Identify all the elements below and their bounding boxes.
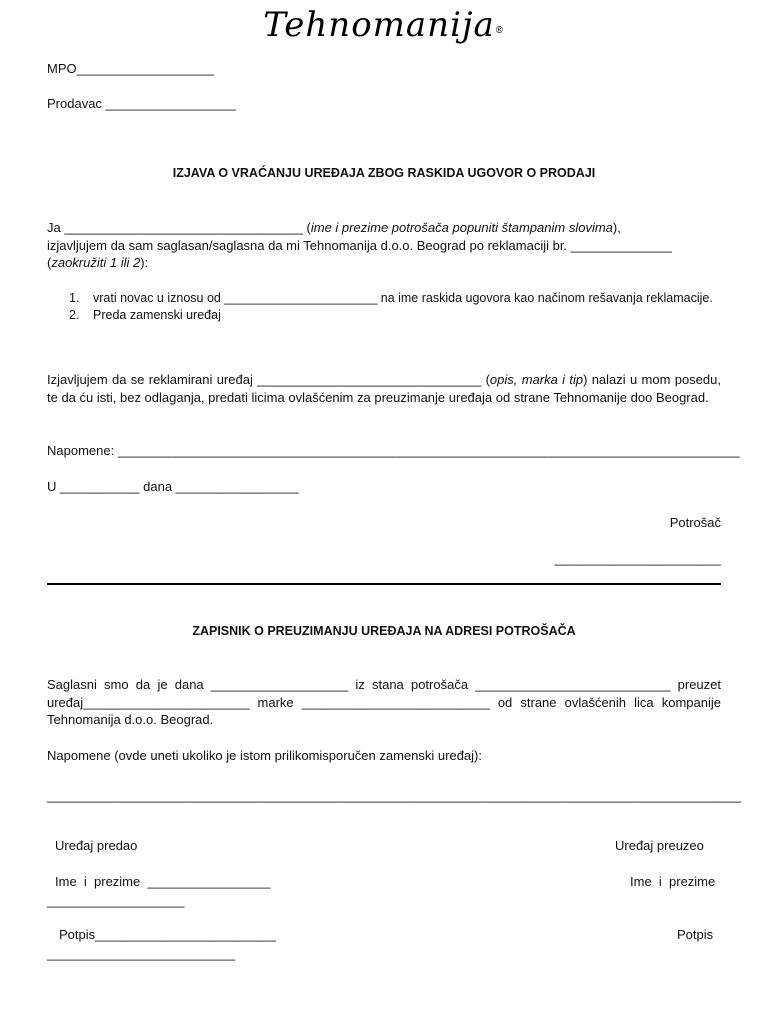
options-list [47, 290, 721, 324]
intro-line-1[interactable] [47, 219, 721, 237]
intro-text-c: ), [612, 220, 621, 235]
intro-line-3 [47, 254, 721, 272]
intro-line3-c: ): [140, 255, 149, 270]
mpo-field[interactable]: MPO___________________ [47, 61, 214, 76]
napomene-field[interactable]: Napomene: ______________________________________________________________________________________ [47, 443, 740, 458]
intro-line3-a: ( [47, 255, 52, 270]
option-replacement[interactable] [47, 307, 721, 324]
consumer-signature-line[interactable]: _______________________ [554, 551, 721, 566]
statement-hint: opis, marka i tip [489, 372, 584, 387]
name-label-right[interactable]: Ime i prezime [630, 874, 716, 889]
logo-text: Tehnomanija [263, 5, 495, 45]
name-field-left-cont[interactable]: ___________________ [47, 893, 185, 908]
pickup-text: Saglasni smo da je dana ___________________ iz stana potrošača ___________________________ preuzet uređaj_______________________ marke __________________________ od strane ovlašćenih lica kompanije Tehnomanija d.o.o. Beograd. [47, 677, 721, 727]
option-number: 2. [69, 308, 80, 322]
section-divider [47, 583, 721, 585]
option-refund[interactable] [47, 290, 721, 307]
handed-over-label: Uređaj predao [55, 838, 138, 853]
option-text: vrati novac u iznosu od ______________________ na ime raskida ugovora kao načinom rešavanja reklamacije. [93, 291, 713, 305]
pickup-napomene-line[interactable]: ________________________________________________________________________________________________ [47, 788, 742, 803]
option-text: Preda zamenski uređaj [93, 308, 221, 322]
intro-paragraph [47, 219, 721, 272]
statement-paragraph[interactable] [47, 371, 721, 406]
prodavac-field[interactable]: Prodavac __________________ [47, 96, 236, 111]
pickup-napomene-label: Napomene (ovde uneti ukoliko je istom prilikomisporučen zamenski uređaj): [47, 748, 482, 763]
statement-text-c: ) nalazi u mom posedu, te da ću isti, bez odlaganja, predati licima ovlašćenim za preuzimanje uređaja od strane Tehnomanije doo Beograd. [47, 372, 721, 405]
statement-text-a: Izjavljujem da se reklamirani uređaj _______________________________ ( [47, 372, 490, 387]
intro-line-2[interactable]: izjavljujem da sam saglasan/saglasna da mi Tehnomanija d.o.o. Beograd po reklamaciji br. ______________ [47, 237, 672, 253]
signature-field-left-cont[interactable]: __________________________ [47, 946, 235, 961]
name-field-left[interactable]: Ime i prezime _________________ [55, 874, 271, 889]
intro-hint: ime i prezime potrošača popuniti štampanim slovima [310, 220, 613, 235]
signature-label-right[interactable]: Potpis [677, 927, 714, 942]
section1-title: IZJAVA O VRAĆANJU UREĐAJA ZBOG RASKIDA UGOVOR O PRODAJI [172, 166, 596, 180]
signature-field-left[interactable]: Potpis_________________________ [59, 927, 276, 942]
circle-hint: zaokružiti 1 ili 2 [51, 255, 141, 270]
option-number: 1. [69, 291, 80, 305]
consumer-label: Potrošač [669, 515, 721, 530]
date-place-field[interactable]: U ___________ dana _________________ [47, 479, 299, 494]
received-label: Uređaj preuzeo [615, 838, 704, 853]
company-logo [0, 4, 768, 46]
pickup-paragraph[interactable] [47, 676, 721, 729]
intro-text-a: Ja _________________________________ ( [47, 220, 311, 235]
registered-mark: ® [494, 26, 505, 36]
section2-title: ZAPISNIK O PREUZIMANJU UREĐAJA NA ADRESI POTROŠAČA [192, 624, 576, 638]
